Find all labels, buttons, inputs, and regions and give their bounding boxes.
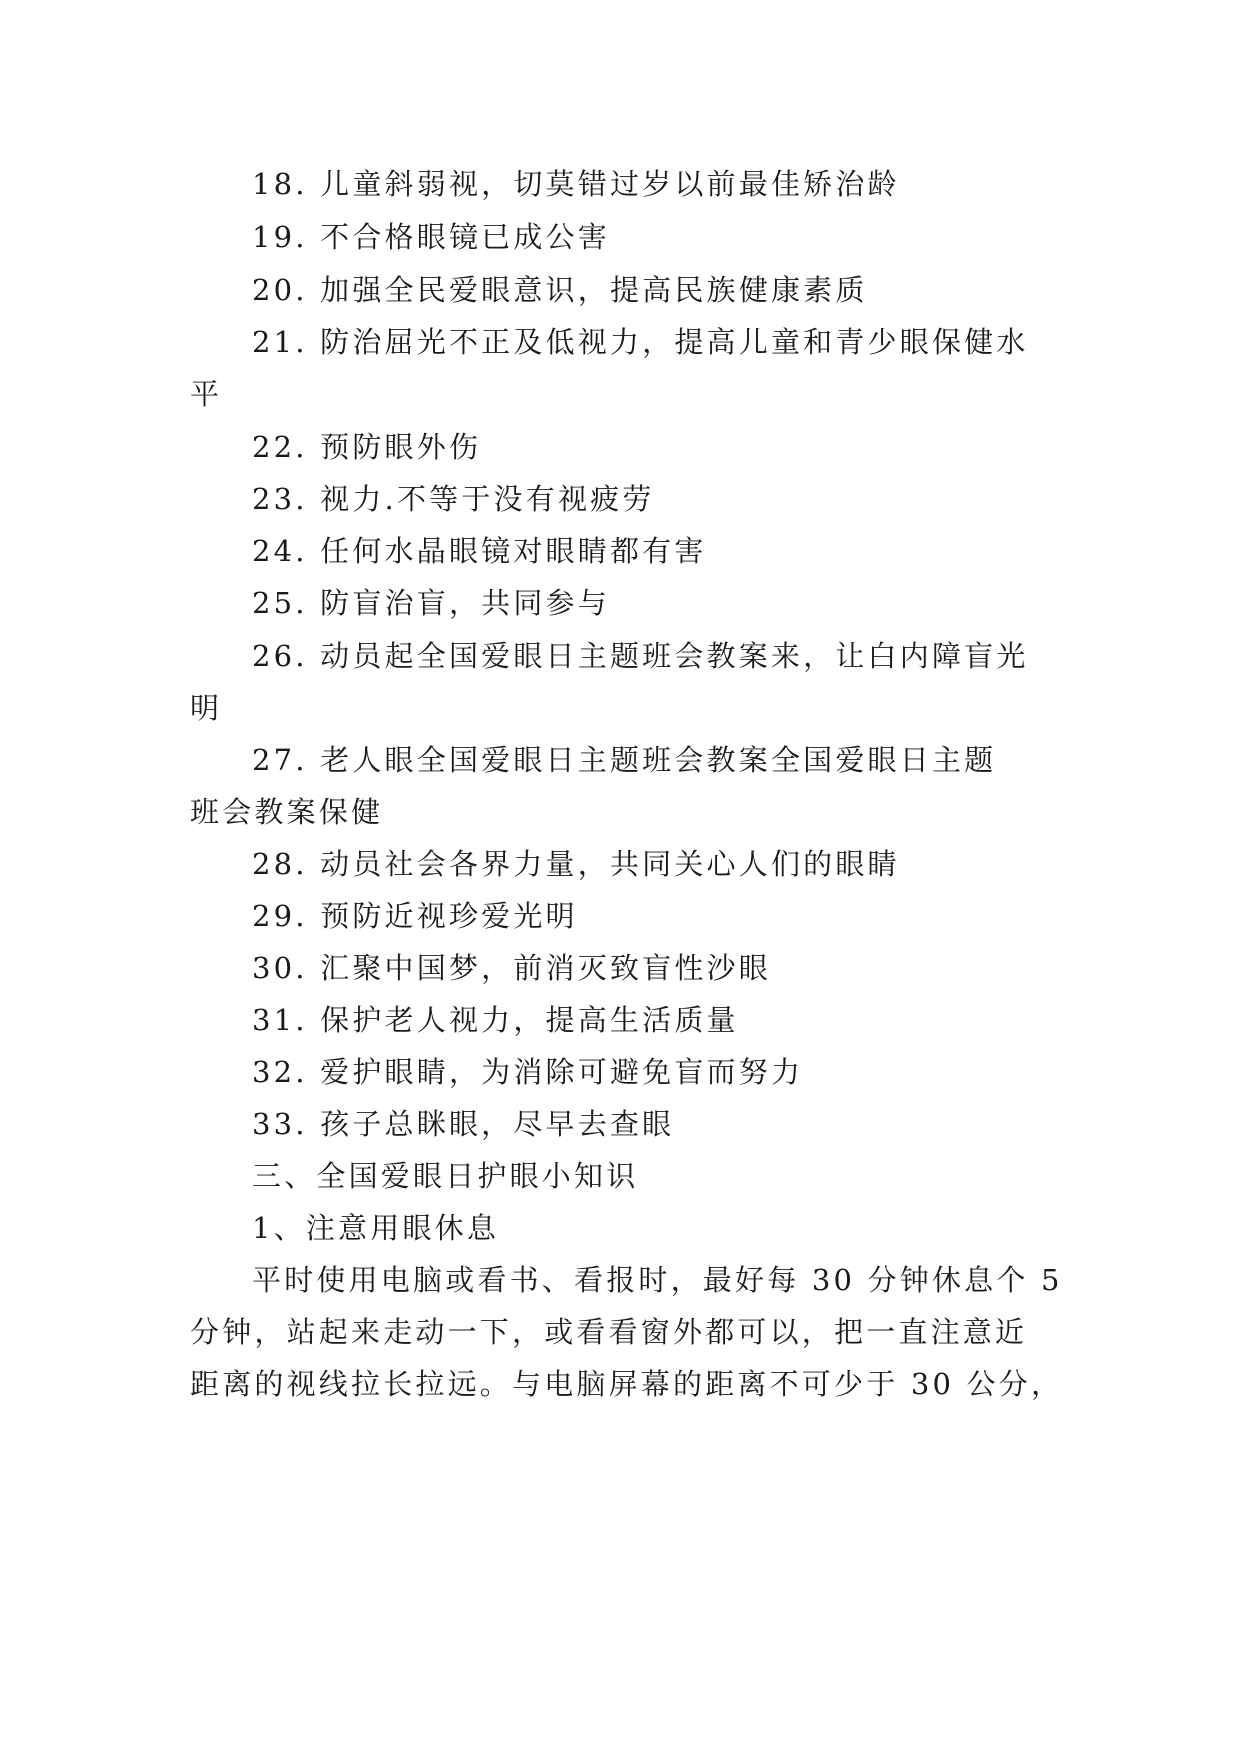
paragraph-line-1: 平时使用电脑或看书、看报时，最好每 30 分钟休息个 5 <box>252 1263 1063 1297</box>
paragraph-line-3: 距离的视线拉长拉远。与电脑屏幕的距离不可少于 30 公分， <box>190 1367 1064 1401</box>
slogan-30: 30. 汇聚中国梦，前消灭致盲性沙眼 <box>252 951 771 985</box>
section-heading: 三、全国爱眼日护眼小知识 <box>252 1159 639 1193</box>
slogan-27-continuation: 班会教案保健 <box>190 795 384 829</box>
slogan-33: 33. 孩子总眯眼，尽早去查眼 <box>252 1107 675 1141</box>
slogan-23: 23. 视力.不等于没有视疲劳 <box>252 482 655 516</box>
slogan-26: 26. 动员起全国爱眼日主题班会教案来，让白内障盲光 <box>252 639 1029 673</box>
slogan-31: 31. 保护老人视力，提高生活质量 <box>252 1003 739 1037</box>
slogan-24: 24. 任何水晶眼镜对眼睛都有害 <box>252 534 707 568</box>
slogan-21-continuation: 平 <box>190 377 223 411</box>
slogan-19: 19. 不合格眼镜已成公害 <box>252 220 610 254</box>
slogan-18: 18. 儿童斜弱视，切莫错过岁以前最佳矫治龄 <box>252 167 900 201</box>
slogan-29: 29. 预防近视珍爱光明 <box>252 899 578 933</box>
subsection-heading: 1、注意用眼休息 <box>252 1211 500 1245</box>
slogan-26-continuation: 明 <box>190 691 223 725</box>
slogan-28: 28. 动员社会各界力量，共同关心人们的眼睛 <box>252 847 900 881</box>
slogan-27: 27. 老人眼全国爱眼日主题班会教案全国爱眼日主题 <box>252 743 997 777</box>
paragraph-line-2: 分钟，站起来走动一下，或看看窗外都可以，把一直注意近 <box>190 1315 1028 1349</box>
slogan-32: 32. 爱护眼睛，为消除可避免盲而努力 <box>252 1055 804 1089</box>
slogan-21: 21. 防治屈光不正及低视力，提高儿童和青少眼保健水 <box>252 325 1029 359</box>
slogan-20: 20. 加强全民爱眼意识，提高民族健康素质 <box>252 273 868 307</box>
slogan-22: 22. 预防眼外伤 <box>252 430 482 464</box>
slogan-25: 25. 防盲治盲，共同参与 <box>252 586 610 620</box>
